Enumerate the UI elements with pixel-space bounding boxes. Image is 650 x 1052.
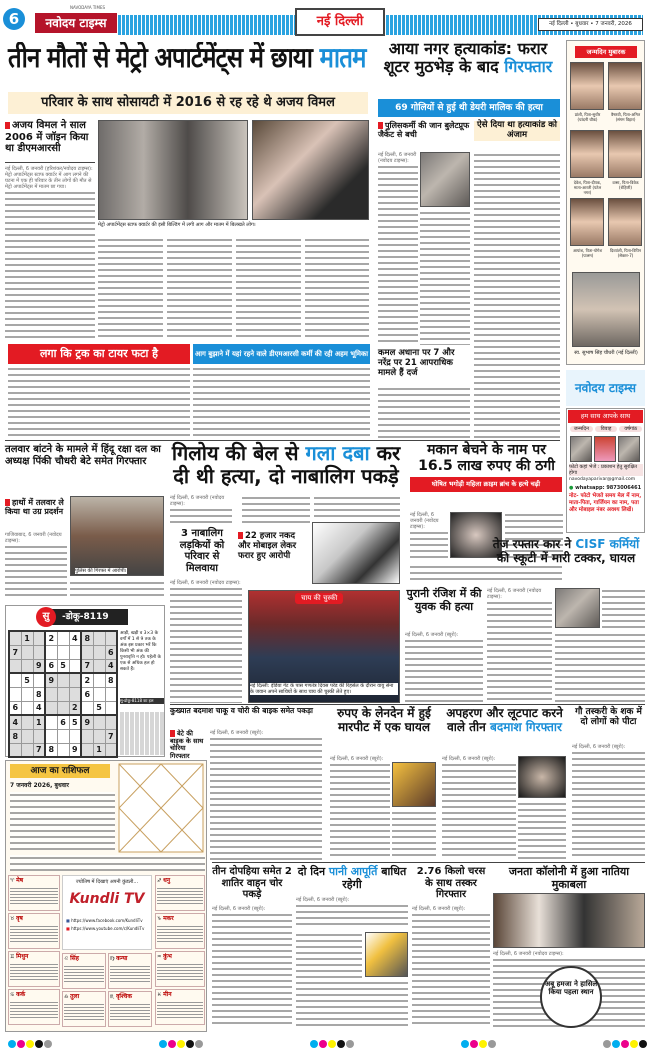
note: नोट- फोटो भेजते समय मेल में नाम, माता-पिता, गार्जियन का नाम, पता और मोबाइल नंबर अवश्य लिखें। bbox=[569, 493, 642, 513]
zodiac-sign: ♋︎ कर्क bbox=[8, 989, 60, 1025]
building-photo bbox=[98, 120, 248, 220]
sudoku-instructions: आड़ी, खड़ी व 3×3 के वर्गों में 1 से 9 तक के अंक इस प्रकार भरें कि किसी भी अंक की पुनरावृत्ति न हो। पहेली के एक से अधिक हल हो सकते हैं। bbox=[120, 631, 161, 672]
sudoku-cell: 7 bbox=[105, 729, 117, 743]
red-box-body bbox=[8, 366, 190, 438]
sudoku-cell bbox=[93, 687, 105, 701]
sudoku-cell: 1 bbox=[33, 715, 45, 729]
sudoku-cell bbox=[45, 701, 57, 715]
natiya-headline: जनता कॉलोनी में हुआ नातिया मुकाबला bbox=[508, 865, 630, 891]
masthead-logo: नवोदय टाइम्स bbox=[35, 13, 117, 33]
zodiac-sign: ♏︎ वृश्चिक bbox=[108, 991, 152, 1027]
rashifal-date: 7 जनवरी 2026, बुधवार bbox=[10, 782, 70, 789]
elder-photo bbox=[572, 272, 640, 347]
sudoku-title: -डोकू-8119 bbox=[44, 609, 128, 625]
kundli-chart bbox=[118, 763, 204, 853]
birthday-caption: प्रांशी, पिता-सुधीर (चांदनी चौक) bbox=[574, 112, 601, 122]
page-number: 6 bbox=[3, 8, 25, 30]
zodiac-sign: ♓︎ मीन bbox=[155, 989, 205, 1025]
sudoku-answer-title: सु-डोकू-8118 का हल bbox=[120, 698, 164, 704]
sudoku-cell bbox=[105, 631, 117, 645]
sudoku-cell bbox=[81, 729, 93, 743]
kundli-ad: ज्योतिष में दिखाएं अपनी कुंडली... Kundli TV ■ https://www.facebook.com/KundliTv ■ https://www.youtube.com/c/KundliTv bbox=[62, 875, 152, 950]
sudoku-cell bbox=[81, 645, 93, 659]
sudoku-cell bbox=[21, 659, 33, 673]
masthead-small: NAVODAYA TIMES bbox=[70, 5, 106, 10]
aya-sub1: पुलिसकर्मी की जान बुलेटप्रूफ जैकेट से बची bbox=[378, 121, 470, 140]
red-box-title: लगा कि ट्रक का टायर फटा है bbox=[8, 344, 190, 364]
sudoku-cell bbox=[105, 715, 117, 729]
edition-tab: नई दिल्ली bbox=[295, 8, 385, 36]
zodiac-sign: ♑︎ मकर bbox=[155, 913, 205, 949]
lead-headline: तीन मौतों से मेट्रो अपार्टमेंट्स में छाया मातम bbox=[8, 42, 366, 74]
sudoku-cell bbox=[93, 631, 105, 645]
sudoku-cell bbox=[45, 729, 57, 743]
blue-box-title: आग बुझाने में यहां रहने वाले डीएमआरसी कर्मी की रही अहम भूमिका bbox=[193, 344, 370, 364]
sudoku-cell: 4 bbox=[9, 715, 21, 729]
sudoku-cell: 6 bbox=[81, 687, 93, 701]
girls-headline-text: 3 नाबालिग लड़कियों को परिवार से मिलवाया bbox=[179, 528, 225, 574]
sudoku-cell: 2 bbox=[81, 673, 93, 687]
zodiac-icon: ♒︎ bbox=[157, 954, 162, 960]
lead-side-heading: अजय विमल ने साल 2006 में जॉइन किया था डीएमआरसी bbox=[5, 120, 95, 155]
sudoku-cell: 2 bbox=[69, 701, 81, 715]
mourners-photo bbox=[252, 120, 369, 220]
birthday-photo bbox=[608, 62, 642, 110]
sudoku-cell: 6 bbox=[45, 659, 57, 673]
elder-caption: स्व. सुभाष सिंह चौधरी (नई दिल्ली) bbox=[574, 350, 638, 356]
sudoku-answer-grid bbox=[120, 712, 164, 755]
sudoku-cell: 9 bbox=[81, 715, 93, 729]
makan-block bbox=[408, 442, 565, 492]
sudoku-cell bbox=[57, 673, 69, 687]
sudoku-cell: 8 bbox=[45, 743, 57, 757]
sudoku-cell bbox=[105, 701, 117, 715]
sudoku-cell: 7 bbox=[81, 659, 93, 673]
sudoku-cell bbox=[45, 715, 57, 729]
giloy-sub: 22 हजार नकद और मोबाइल लेकर फरार हुए आरोपी bbox=[238, 532, 310, 561]
sudoku-cell: 8 bbox=[33, 687, 45, 701]
sudoku-cell bbox=[33, 673, 45, 687]
tag-birthday: जन्मदिन bbox=[570, 426, 593, 432]
sudoku-cell bbox=[9, 743, 21, 757]
sudoku-cell bbox=[9, 659, 21, 673]
zodiac-sign: ♐︎ धनु bbox=[155, 875, 205, 911]
birthday-photo bbox=[570, 130, 604, 178]
sudoku-cell: 9 bbox=[45, 673, 57, 687]
sudoku-cell: 8 bbox=[81, 631, 93, 645]
aya-band: 69 गोलियों से हुई थी डेयरी मालिक की हत्या bbox=[378, 99, 560, 117]
ranjish-headline: पुरानी रंजिश में की युवक की हत्या bbox=[406, 587, 482, 613]
zodiac-icon: ♍︎ bbox=[110, 956, 115, 962]
lead-body: नई दिल्ली, 6 जनवरी (हरिशंकर/नवोदय टाइम्स): मेट्रो अपार्टमेंट्स स्टाफ क्वार्टर में आग लगने की घटना में एक ही परिवार के तीन लोगों की मौत से मेट्रो अपार्टमेंट्स में मातम छा गया। bbox=[5, 166, 95, 338]
facebook-link[interactable]: ■ https://www.facebook.com/KundliTv bbox=[66, 918, 143, 923]
birthday-photo bbox=[608, 198, 642, 246]
sudoku-cell bbox=[105, 687, 117, 701]
natiya-photo bbox=[493, 893, 645, 948]
charas-headline: 2.76 किलो चरस के साथ तस्कर गिरफ्तार bbox=[416, 866, 486, 900]
birthday-title: जन्मदिन मुबारक bbox=[575, 46, 637, 58]
sketch-image bbox=[312, 522, 400, 584]
chai-tag: चाय की चुस्की bbox=[295, 593, 343, 604]
birthday-caption: देवेश, पिता-दीपक, माता-आरती (पटेल नगर) bbox=[573, 180, 602, 195]
zodiac-icon: ♓︎ bbox=[157, 992, 162, 998]
sudoku-cell bbox=[21, 715, 33, 729]
sudoku-cell bbox=[9, 673, 21, 687]
sudoku-cell bbox=[69, 645, 81, 659]
sudoku-cell bbox=[69, 687, 81, 701]
makan-headline: मकान बेचने के नाम पर 16.5 लाख रुपए की ठगी bbox=[418, 442, 555, 475]
sudoku-cell bbox=[33, 729, 45, 743]
sudoku-cell bbox=[57, 631, 69, 645]
accident-photo bbox=[555, 588, 600, 628]
sudoku-cell bbox=[21, 687, 33, 701]
zodiac-sign: ♌︎ सिंह bbox=[62, 953, 106, 989]
birthday-photo bbox=[608, 130, 642, 178]
sudoku-cell bbox=[57, 743, 69, 757]
aya-sub3: कमल अधाना पर 7 और नरेंद्र पर 21 आपराधिक मामले हैं दर्ज bbox=[378, 348, 455, 378]
aya-headline: आया नगर हत्याकांड: फरार शूटर मुठभेड़ के बाद गिरफ्तार bbox=[383, 39, 553, 77]
birthday-caption: दिव्यांशी, पिता-विपिन (सेक्टर-7) bbox=[609, 248, 642, 258]
kukhyat-headline: कुख्यात बदमाश चाकू व चोरी की बाइक समेत पकड़ा bbox=[170, 706, 313, 715]
sudoku-cell: 5 bbox=[57, 659, 69, 673]
rashifal-title: आज का राशिफल bbox=[10, 764, 110, 778]
sudoku-cell: 9 bbox=[69, 743, 81, 757]
sudoku-cell: 1 bbox=[93, 743, 105, 757]
water-sketch bbox=[365, 932, 408, 977]
sudoku-cell: 5 bbox=[69, 715, 81, 729]
zodiac-icon: ♊︎ bbox=[10, 954, 15, 960]
email[interactable]: navodayaparivar@gmail.com bbox=[569, 477, 636, 482]
blue-box-body bbox=[193, 366, 370, 438]
sudoku-cell bbox=[57, 701, 69, 715]
sudoku-cell bbox=[57, 729, 69, 743]
lead-subhead: परिवार के साथ सोसायटी में 2016 से रह रहे थे अजय विमल bbox=[8, 92, 368, 114]
sudoku-cell bbox=[57, 687, 69, 701]
sudoku-cell bbox=[69, 673, 81, 687]
send-info: फोटो कहां भेजें : प्रकाशन हेतु सुरक्षित होगा bbox=[569, 464, 643, 476]
talwar-headline: तलवार बांटने के मामले में हिंदू रक्षा दल का अध्यक्ष पिंकी चौधरी बेटे समेत गिरफ्तार bbox=[5, 444, 161, 467]
tag-marriage: विवाह bbox=[595, 426, 618, 432]
zodiac-icon: ♋︎ bbox=[10, 992, 15, 998]
birthday-photo bbox=[570, 62, 604, 110]
vahan-headline: तीन दोपहिया समेत 2 शातिर वाहन चोर पकड़े bbox=[212, 866, 292, 900]
makan-band: घोषित भगोड़ी महिला क्राइम ब्रांच के हत्थे चढ़ी bbox=[410, 477, 562, 492]
birthday-caption: वत्सा, पिता-विवेक (रोहिणी) bbox=[612, 180, 639, 190]
sudoku-cell bbox=[93, 645, 105, 659]
zodiac-icon: ♐︎ bbox=[157, 878, 162, 884]
sudoku-cell bbox=[93, 715, 105, 729]
dateline-box: नई दिल्ली • बुधवार • 7 जनवरी, 2026 bbox=[538, 18, 643, 31]
sudoku-badge: सु bbox=[36, 607, 56, 627]
zodiac-sign: ♉︎ वृष bbox=[8, 913, 60, 949]
sudoku-cell bbox=[45, 687, 57, 701]
sudoku-cell: 6 bbox=[57, 715, 69, 729]
giloy-headline: गिलोय की बेल से गला दबा कर दी थी हत्या, दो नाबालिग पकड़े bbox=[171, 441, 401, 488]
sudoku-cell bbox=[57, 645, 69, 659]
zodiac-sign: ♎︎ तुला bbox=[62, 991, 106, 1027]
sudoku-cell bbox=[93, 729, 105, 743]
lead-caption: मेट्रो अपार्टमेंट्स स्टाफ क्वार्टर की इसी बिल्डिंग में लगी आग और मातम में बिलखते लोग। bbox=[98, 222, 256, 228]
arrest-caption: पुलिस की गिरफ्त में आरोपी। bbox=[75, 568, 127, 574]
sudoku-cell: 1 bbox=[21, 631, 33, 645]
sudoku-cell: 9 bbox=[33, 659, 45, 673]
sudoku-cell: 6 bbox=[9, 701, 21, 715]
sudoku-cell: 8 bbox=[105, 673, 117, 687]
sudoku-cell: 5 bbox=[21, 673, 33, 687]
aya-photo bbox=[420, 152, 470, 207]
sudoku-cell: 8 bbox=[9, 729, 21, 743]
talwar-sub: हाथों में तलवार ले किया था उग्र प्रदर्शन bbox=[5, 498, 67, 516]
campaign-title: हम साथ आपके साथ bbox=[568, 410, 643, 423]
rupay-headline: रुपए के लेनदेन में हुई मारपीट में एक घायल bbox=[337, 706, 431, 734]
zodiac-icon: ♏︎ bbox=[110, 994, 115, 1000]
zodiac-icon: ♑︎ bbox=[157, 916, 162, 922]
sudoku bbox=[5, 605, 165, 757]
apharan-headline: अपहरण और लूटपाट करने वाले तीन बदमाश गिरफ्तार bbox=[446, 706, 563, 734]
sudoku-cell bbox=[9, 687, 21, 701]
sudoku-cell: 5 bbox=[93, 701, 105, 715]
sudoku-cell: 6 bbox=[105, 645, 117, 659]
sudoku-cell bbox=[33, 645, 45, 659]
sudoku-cell: 2 bbox=[45, 631, 57, 645]
sudoku-cell bbox=[69, 729, 81, 743]
sudoku-cell bbox=[21, 645, 33, 659]
rupay-image bbox=[392, 762, 436, 807]
sudoku-cell bbox=[81, 701, 93, 715]
sudoku-cell bbox=[93, 659, 105, 673]
kundli-logo: Kundli TV bbox=[69, 891, 145, 907]
sudoku-cell bbox=[45, 645, 57, 659]
zodiac-icon: ♉︎ bbox=[10, 916, 15, 922]
zodiac-sign: ♍︎ कन्या bbox=[108, 953, 152, 989]
sudoku-cell bbox=[9, 631, 21, 645]
sudoku-cell: 4 bbox=[33, 701, 45, 715]
zodiac-icon: ♎︎ bbox=[64, 994, 69, 1000]
birthday-caption: वैष्णवी, पिता-अमित (संगम विहार) bbox=[610, 112, 641, 122]
sudoku-cell bbox=[93, 673, 105, 687]
sudoku-cell: 7 bbox=[33, 743, 45, 757]
sudoku-cell bbox=[21, 701, 33, 715]
zodiac-sign: ♊︎ मिथुन bbox=[8, 951, 60, 987]
pani-headline: दो दिन पानी आपूर्ति बाधित रहेगी bbox=[297, 865, 407, 891]
arrest-photo bbox=[70, 496, 164, 576]
cisf-headline: तेज रफ्तार कार ने CISF कर्मियों की स्कूटी में मारी टक्कर, घायल bbox=[492, 537, 640, 565]
sudoku-cell bbox=[33, 631, 45, 645]
zodiac-sign: ♒︎ कुंभ bbox=[155, 951, 205, 987]
whatsapp[interactable]: ● whatsapp: 9873006461 bbox=[569, 485, 642, 491]
sidebar-logo: नवोदय टाइम्स bbox=[566, 370, 645, 406]
chai-caption: नई दिल्ली: इंडिया गेट के पास गणतंत्र दिवस परेड की रिहर्सल के दौरान वायु सेना के जवान अपने साथियों के साथ चाय की चुस्की लेते हुए। bbox=[250, 683, 398, 695]
sudoku-cell bbox=[81, 743, 93, 757]
natiya-circle: अबू हमजा ने हासिल किया पहला स्थान bbox=[540, 966, 602, 1028]
sudoku-cell: 7 bbox=[9, 645, 21, 659]
apharan-photo bbox=[518, 756, 566, 798]
tag-anniversary: वर्षगांठ bbox=[619, 426, 642, 432]
birthday-caption: आयांश, पिता-योगेश (पालम) bbox=[572, 248, 603, 258]
sudoku-cell bbox=[69, 659, 81, 673]
aya-sub2: ऐसे दिया था हत्याकांड को अंजाम bbox=[474, 121, 560, 141]
sudoku-cell bbox=[21, 743, 33, 757]
sudoku-cell: 4 bbox=[69, 631, 81, 645]
zodiac-icon: ♌︎ bbox=[64, 956, 69, 962]
zodiac-sign: ♈︎ मेष bbox=[8, 875, 60, 911]
zodiac-icon: ♈︎ bbox=[10, 878, 15, 884]
birthday-photo bbox=[570, 198, 604, 246]
sudoku-cell bbox=[21, 729, 33, 743]
sudoku-cell: 4 bbox=[105, 659, 117, 673]
kukhyat-sub: बेटे की बाइक के साथ चोरिया गिरफ्तार bbox=[170, 730, 206, 760]
gau-headline: गौ तस्करी के शक में दो लोगों को पीटा bbox=[575, 707, 642, 728]
youtube-link[interactable]: ■ https://www.youtube.com/c/KundliTv bbox=[66, 926, 145, 931]
sudoku-cell bbox=[105, 743, 117, 757]
